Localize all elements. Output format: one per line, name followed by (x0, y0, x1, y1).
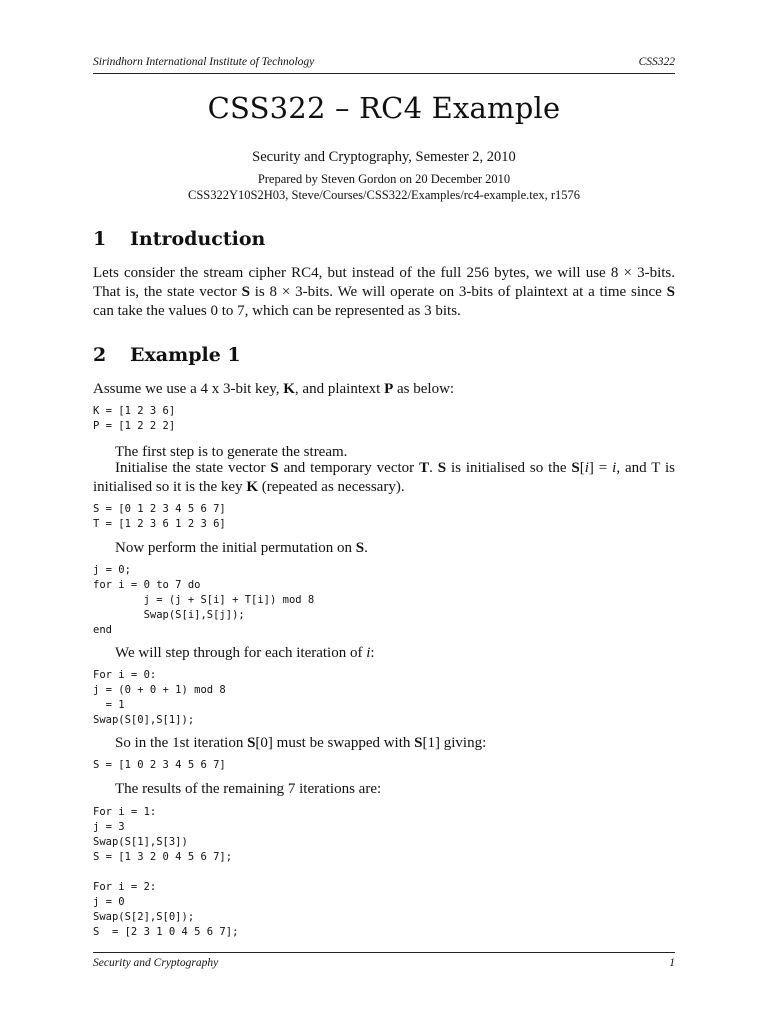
code-key-plaintext: K = [1 2 3 6] P = [1 2 2 2] (93, 405, 176, 432)
header-institution: Sirindhorn International Institute of Technology (93, 56, 315, 68)
page-title: CSS322 – RC4 Example (207, 91, 561, 125)
code-permutation: j = 0; for i = 0 to 7 do j = (j + S[i] + T[i]) mod 8 Swap(S[i],S[j]); end (93, 564, 315, 636)
subtitle: Security and Cryptography, Semester 2, 2010 (252, 149, 516, 165)
section-number: 2 (93, 344, 107, 366)
section-title: Example 1 (130, 344, 241, 366)
footer-title: Security and Cryptography (93, 957, 219, 969)
section-number: 1 (93, 228, 107, 250)
prepared-by: Prepared by Steven Gordon on 20 December 2010 (257, 172, 511, 186)
results-paragraph: The results of the remaining 7 iterations are: (115, 781, 382, 797)
code-iteration-0: For i = 0: j = (0 + 0 + 1) mod 8 = 1 Swap(S[0],S[1]); (93, 669, 226, 726)
section-title: Introduction (130, 228, 266, 250)
section-heading-example-1 (93, 344, 241, 366)
running-footer (93, 957, 675, 969)
step-paragraph: We will step through for each iteration of i: (115, 645, 375, 661)
intro-paragraph: Lets consider the stream cipher RC4, but instead of the full 256 bytes, we will use 8 × 3-bits. That is, the state vector S is 8 × 3-bits. We will operate on 3-bits of plaintext at a time since S can take the values 0 to 7, which can be represented as 3 bits. (93, 265, 675, 319)
header-course: CSS322 (638, 56, 675, 68)
header-rule (93, 73, 675, 74)
permutation-paragraph: Now perform the initial permutation on S. (115, 540, 368, 556)
footer-rule (93, 952, 675, 953)
assume-paragraph: Assume we use a 4 x 3-bit key, K, and plaintext P as below: (93, 381, 455, 397)
code-remaining-iterations: For i = 1: j = 3 Swap(S[1],S[3]) S = [1 3 2 0 4 5 6 7]; For i = 2: j = 0 Swap(S[2],S[0]); S = [2 3 1 0 4 5 6 7]; (93, 806, 239, 938)
first-iteration-paragraph: So in the 1st iteration S[0] must be swapped with S[1] giving: (115, 735, 487, 751)
document-id: CSS322Y10S2H03, Steve/Courses/CSS322/Examples/rc4-example.tex, r1576 (188, 188, 580, 202)
running-header (93, 56, 675, 68)
page-number: 1 (669, 957, 675, 969)
section-heading-introduction (93, 228, 265, 250)
first-step-paragraph: The first step is to generate the stream. (115, 444, 348, 460)
code-state-after-iteration-0: S = [1 0 2 3 4 5 6 7] (93, 759, 226, 771)
initialise-paragraph: Initialise the state vector S and temporary vector T. S is initialised so the S[i] = i, and T is initialised so it is the key K (repeated as necessary). (93, 460, 676, 495)
code-state-temp: S = [0 1 2 3 4 5 6 7] T = [1 2 3 6 1 2 3 6] (93, 503, 226, 530)
